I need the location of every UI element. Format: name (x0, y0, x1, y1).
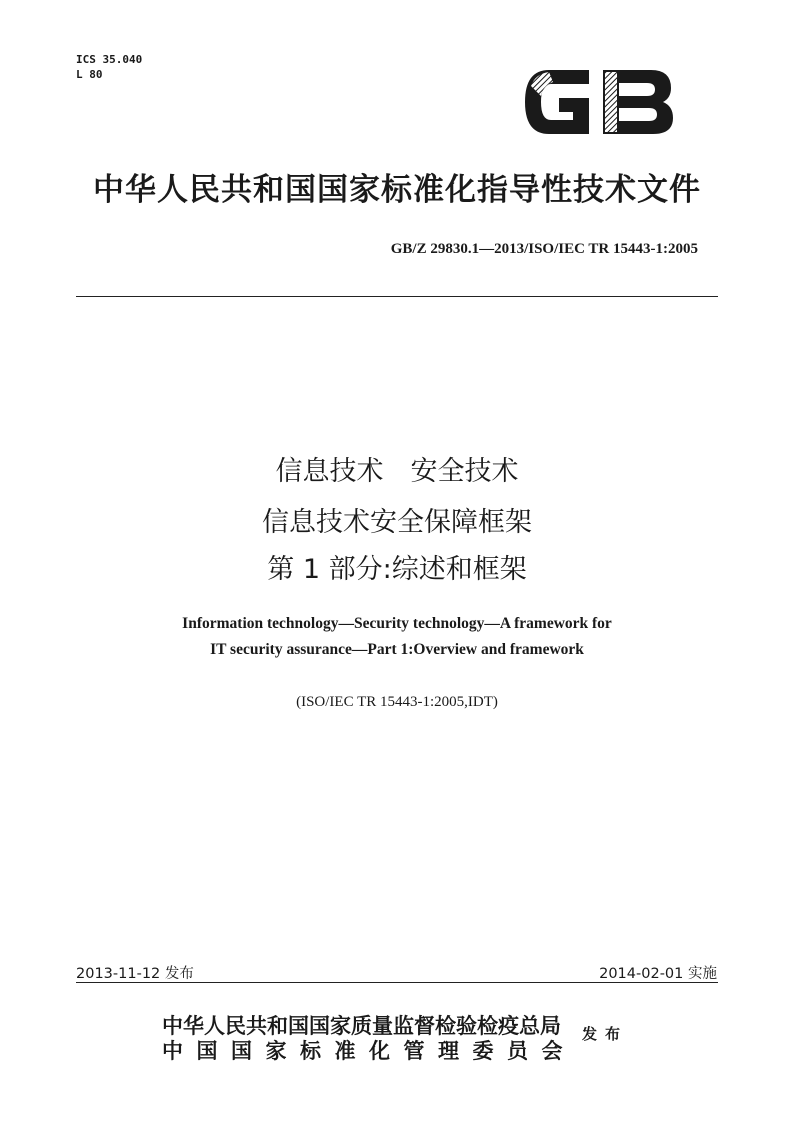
gb-standard-logo-icon (519, 62, 677, 142)
standard-number: GB/Z 29830.1—2013/ISO/IEC TR 15443-1:2005 (390, 241, 698, 257)
title-en-line2: IT security assurance—Part 1:Overview and framework (210, 641, 584, 658)
title-en-line1: Information technology—Security technology—A framework for (182, 615, 612, 632)
title-cn-line2: 信息技术安全保障框架 (262, 507, 532, 538)
top-divider (76, 296, 718, 297)
ics-code: ICS 35.040 (76, 53, 143, 66)
ccs-code: L 80 (76, 68, 103, 81)
bottom-divider (76, 982, 718, 983)
document-type-heading: 中华人民共和国国家标准化指导性技术文件 (93, 172, 701, 208)
adoption-note: (ISO/IEC TR 15443-1:2005,IDT) (296, 694, 498, 710)
publish-label: 发布 (582, 1025, 629, 1043)
title-cn-line3: 第 1 部分:综述和框架 (267, 554, 527, 585)
title-cn-line1: 信息技术 安全技术 (275, 456, 519, 487)
classification-codes (76, 52, 142, 82)
issue-date: 2013-11-12 发布 (76, 966, 194, 982)
issuer-line2: 中国国家标准化管理委员会 (162, 1038, 576, 1063)
issuer-line1: 中华人民共和国国家质量监督检验检疫总局 (162, 1013, 561, 1038)
gb-logo-graphic (519, 62, 677, 142)
implementation-date: 2014-02-01 实施 (599, 966, 717, 982)
